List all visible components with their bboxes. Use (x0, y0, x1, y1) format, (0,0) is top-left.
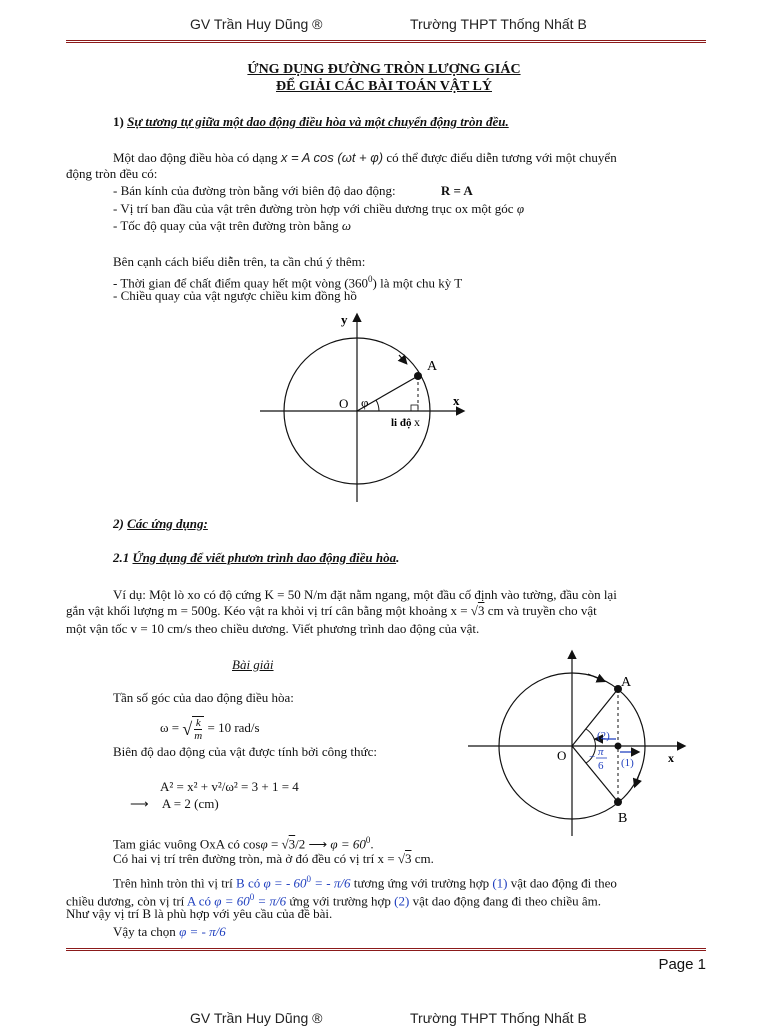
note-period-a: - Thời gian để chất điểm quay hết một vòng (360 (113, 275, 369, 291)
omega-rhs: = 10 rad/s (207, 719, 260, 735)
triangle-degree: 0 (365, 835, 371, 845)
fig2-radius-a (572, 689, 618, 746)
bullet-radius-eq: R = A (440, 183, 473, 198)
example-line3: một vận tốc v = 10 cm/s theo chiều dương. Viết phương trình dao động của vật. (66, 621, 480, 636)
note-period-b: ) là một chu kỳ T (372, 275, 463, 291)
arrow-icon: ⟶ (130, 796, 149, 811)
case2-text-g: vật dao động đang đi theo chiều âm. (412, 893, 602, 909)
case2-degree: 0 (249, 892, 255, 902)
fig2-label-origin: O (557, 748, 567, 763)
case1-degree: 0 (306, 874, 312, 884)
note-direction: - Chiều quay của vật ngược chiều kim đồng hồ (113, 288, 357, 303)
title-line1: ỨNG DỤNG ĐƯỜNG TRÒN LƯỢNG GIÁC (247, 62, 521, 77)
fig2-label-a: A (621, 675, 632, 690)
section2-number: 2) (113, 516, 124, 531)
header-teacher: GV Trần Huy Dũng ® (190, 16, 323, 32)
sqrt3-a-value: 3 (477, 603, 485, 618)
fig1-angle-arc (376, 400, 379, 411)
choice-line (113, 924, 226, 940)
intro-text-a: Một dao động điều hòa có dạng (113, 150, 278, 165)
fig1-label-angle: φ (361, 395, 369, 410)
fig2-label-minus: − (589, 751, 596, 763)
section1-intro-line1 (113, 150, 617, 166)
amplitude-eq2 (130, 796, 219, 812)
conclusion-line: Như vậy vị trí B là phù hợp với yêu cầu của đề bài. (66, 906, 333, 921)
solution-amplitude-intro: Biên độ dao động của vật được tính bởi công thức: (113, 744, 377, 759)
fig1-label-y: y (341, 312, 348, 327)
bullet-phase-text: - Vị trí ban đầu của vật trên đường tròn hợp với chiều dương trục ox một góc (113, 201, 514, 216)
case2-point-a: A có (186, 893, 212, 909)
footer-rule (66, 948, 706, 951)
fig2-label-case2: (2) (597, 730, 610, 742)
case2-text-a: chiều dương, còn vị trí (66, 893, 185, 909)
fig1-label-a: A (427, 359, 438, 374)
omega-equation (160, 716, 260, 742)
example-line1: Ví dụ: Một lò xo có độ cứng K = 50 N/m đặt nằm ngang, một đầu cố định vào tường, đầu còn lại (113, 587, 617, 602)
fig2-arrow-bottom (635, 772, 640, 786)
two-positions-unit: cm. (414, 851, 434, 866)
fig2-label-x: x (668, 751, 674, 765)
page-number: Page 1 (658, 956, 706, 973)
sqrt3-c: √3 (397, 851, 412, 866)
example-line2 (66, 603, 597, 619)
fig1-label-x: x (453, 393, 460, 408)
section2-heading (113, 516, 208, 532)
section21-number: 2.1 (113, 550, 130, 565)
two-positions-line (113, 851, 434, 867)
fig1-right-angle (411, 405, 418, 411)
fig2-label-pi: π (598, 746, 604, 758)
section1-intro-line2: động tròn đều có: (66, 166, 158, 181)
fig2-label-six: 6 (598, 760, 604, 772)
title-line2: ĐỂ GIẢI CÁC BÀI TOÁN VẬT LÝ (275, 79, 492, 94)
example-line2-a: gắn vật khối lượng m = 500g. Kéo vật ra khỏi vị trí cân bằng một khoảng x = (66, 603, 468, 618)
fig2-point-b (614, 798, 622, 806)
shm-formula: x = A cos (ωt + φ) (280, 150, 384, 165)
fig2-arrow-top (588, 674, 604, 681)
amplitude-eq1: A² = x² + v²/ω² = 3 + 1 = 4 (160, 779, 299, 794)
degree-sup: 0 (368, 274, 373, 284)
section21-dot: . (396, 550, 400, 565)
section1-heading (113, 114, 509, 130)
frac-denominator: m (194, 730, 203, 742)
next-header-teacher: GV Trần Huy Dũng ® (190, 1010, 323, 1026)
figure1-unit-circle (255, 310, 475, 510)
omega-lhs: ω = (160, 719, 180, 735)
case1-phi: φ = - 60 (263, 875, 307, 891)
example-line2-b: cm và truyền cho vật (487, 603, 597, 618)
triangle-line: Tam giác vuông OxA có cosφ = √3/2 ⟶ $\varphi = 60^0$. (113, 835, 374, 852)
triangle-text: Tam giác vuông OxA có cos (113, 836, 261, 852)
triangle-phi-eq: φ = 60 (330, 836, 366, 852)
intro-text-b: có thể được điểu diễn tương với một chuyển (386, 150, 617, 165)
choice-text: Vậy ta chọn (113, 924, 176, 939)
omega-symbol: ω (341, 218, 352, 233)
header-rule (66, 40, 706, 43)
choice-value: φ = - π/6 (179, 924, 226, 939)
fig1-point-a (414, 372, 422, 380)
bullet-speed-text: - Tốc độ quay của vật trên đường tròn bằng (113, 218, 339, 233)
case1-point-b: B có (236, 875, 261, 891)
fig1-label-xmark: x (414, 415, 420, 429)
figure2-unit-circle (468, 648, 700, 838)
case1-text-a: Trên hình tròn thì vị trí (113, 875, 233, 891)
sqrt3-a: √3 (470, 603, 485, 618)
section1-title: Sự tương tự giữa một dao động điều hòa và một chuyển động tròn đều. (127, 114, 509, 129)
amplitude-result: A = 2 (cm) (161, 796, 219, 811)
triangle-dot: . (370, 836, 374, 852)
case2-number: (2) (394, 893, 410, 909)
triangle-phi: φ (260, 836, 268, 852)
phi-symbol: φ (516, 201, 525, 216)
sqrt-k-over-m: √ $\frac{k}{m}$ (182, 717, 203, 742)
sqrt3-b-value: 3 (288, 836, 296, 852)
solution-omega-intro: Tần số góc của dao động điều hòa: (113, 690, 294, 705)
case1-number: (1) (492, 875, 508, 891)
fig1-label-origin: O (339, 396, 349, 411)
fig1-label-lido: li độ (391, 417, 412, 429)
note-intro: Bên cạnh cách biểu diễn trên, ta cần chú ý thêm: (113, 254, 366, 269)
header-school: Trường THPT Thống Nhất B (410, 16, 587, 32)
section1-number: 1) (113, 114, 124, 129)
frac-numerator: k (195, 717, 201, 729)
section2-title: Các ứng dụng: (127, 516, 208, 531)
case2-text-e: ứng với trường hợp (289, 893, 391, 909)
case2-phi: φ = 60 (214, 893, 250, 909)
case1-phi-pi: = - π/6 (314, 875, 351, 891)
case1-text-e: tương ứng với trường hợp (353, 875, 490, 891)
triangle-text-b: /2 ⟶ (295, 836, 328, 852)
section21-title: Ứng dụng để viết phươn trình dao động điều hòa (132, 550, 397, 565)
case2-phi-pi: = π/6 (257, 893, 287, 909)
case1-text-g: vật dao động đi theo (510, 875, 617, 891)
section21-heading (113, 550, 399, 566)
fig2-point-x (615, 743, 622, 750)
bullet-radius-text: - Bán kính của đường tròn bằng với biên độ dao động: (113, 183, 396, 198)
sqrt3-b: √3 (281, 836, 296, 852)
two-positions-text: Có hai vị trí trên đường tròn, mà ở đó đều có vị trí x = (113, 851, 395, 866)
fig2-label-b: B (618, 811, 628, 826)
next-header-school: Trường THPT Thống Nhất B (410, 1010, 587, 1026)
bullet-speed (113, 218, 351, 234)
fig2-label-case1: (1) (621, 757, 634, 769)
solution-title: Bài giải (232, 657, 274, 672)
bullet-radius (113, 183, 473, 199)
bullet-phase (113, 201, 524, 217)
sqrt3-c-value: 3 (404, 851, 412, 866)
